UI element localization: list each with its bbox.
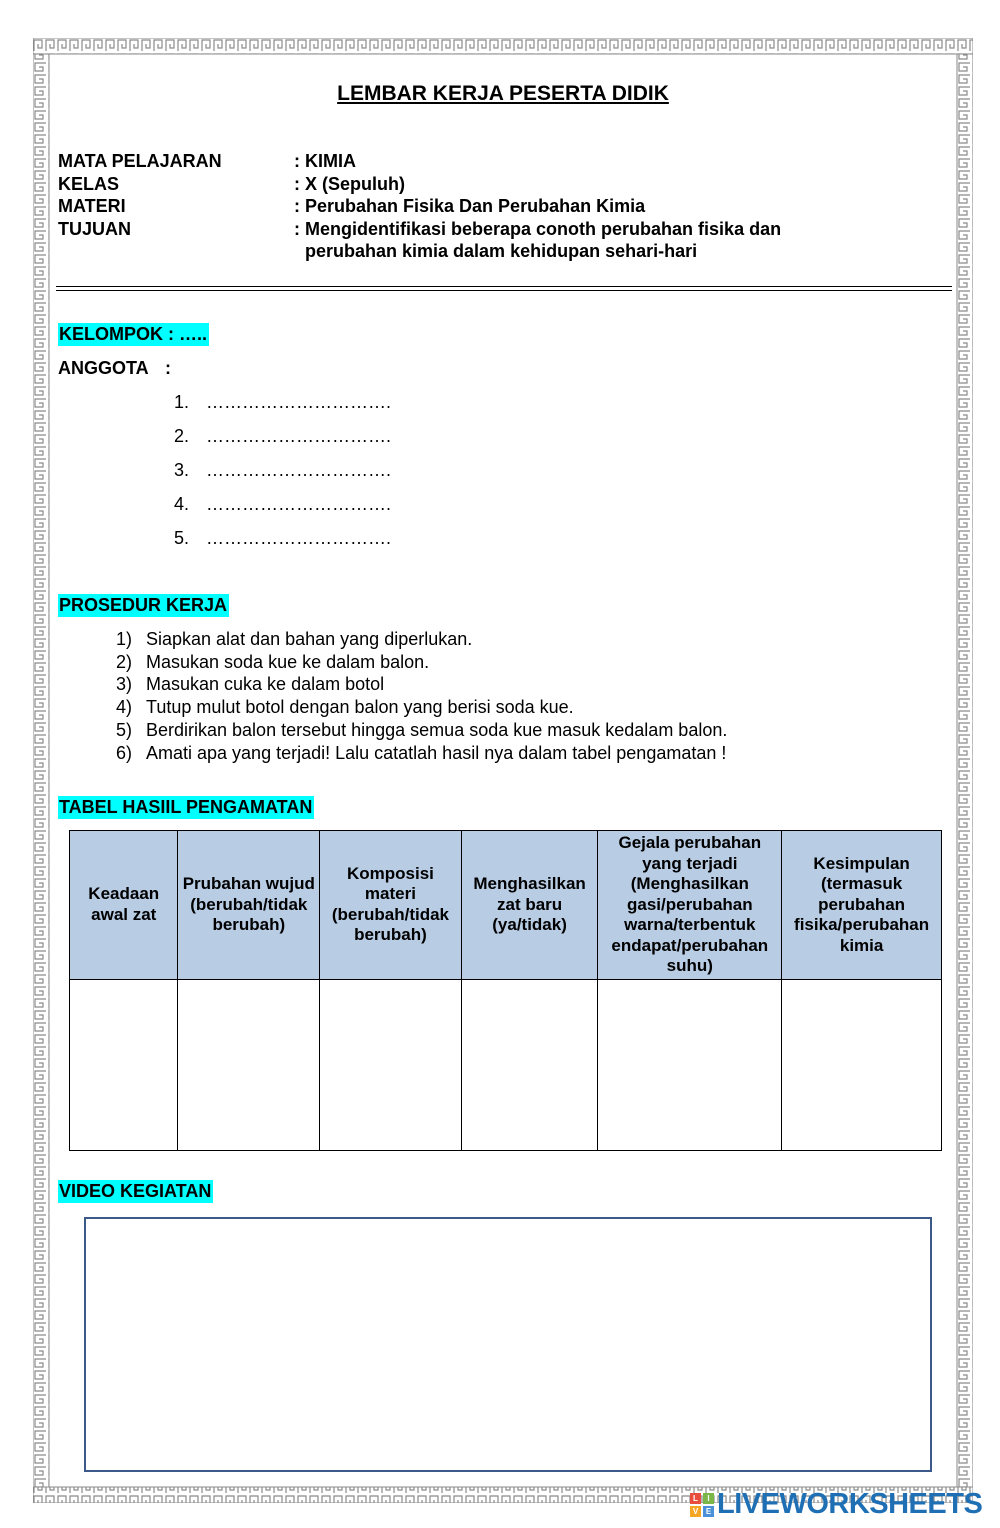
logo-icon xyxy=(690,1493,714,1517)
member-number: 3. xyxy=(174,460,190,480)
step-number: 4) xyxy=(116,697,133,718)
video-label: VIDEO KEGIATAN xyxy=(59,1181,212,1201)
divider-top xyxy=(56,286,952,287)
info-row-class xyxy=(58,173,854,196)
video-heading xyxy=(58,1181,213,1202)
member-item xyxy=(174,426,391,460)
info-label: MATERI xyxy=(58,196,126,216)
divider-bottom xyxy=(56,290,952,291)
info-row-subject xyxy=(58,150,854,173)
logo-letter: L xyxy=(690,1493,701,1504)
step-number: 3) xyxy=(116,674,133,695)
answer-cell[interactable] xyxy=(320,979,462,1150)
member-blank[interactable]: …………………………. xyxy=(206,392,392,412)
tabel-label: TABEL HASIIL PENGAMATAN xyxy=(59,797,313,817)
logo-letter: E xyxy=(703,1506,714,1517)
answer-cell[interactable] xyxy=(598,979,782,1150)
anggota-label: ANGGOTA xyxy=(58,358,148,378)
member-number: 2. xyxy=(174,426,190,446)
step-text: Masukan soda kue ke dalam balon. xyxy=(146,651,430,672)
kelompok-label: KELOMPOK : ….. xyxy=(59,324,207,344)
procedure-step xyxy=(116,742,727,765)
logo-letter: I xyxy=(703,1493,714,1504)
step-text: Berdirikan balon tersebut hingga semua soda kue masuk kedalam balon. xyxy=(146,719,728,740)
info-label: KELAS xyxy=(58,173,120,194)
procedure-step xyxy=(116,696,727,719)
member-list xyxy=(174,392,391,562)
observation-table xyxy=(69,830,942,1151)
liveworksheets-logo xyxy=(690,1488,982,1521)
procedure-step xyxy=(116,719,727,742)
info-label: MATA PELAJARAN xyxy=(58,151,222,171)
answer-cell[interactable] xyxy=(70,979,178,1150)
info-value: : X (Sepuluh) xyxy=(294,173,405,194)
page-title: LEMBAR KERJA PESERTA DIDIK xyxy=(337,82,669,105)
step-number: 2) xyxy=(116,651,133,672)
anggota-heading xyxy=(58,358,171,379)
column-header: Kesimpulan (termasuk perubahan fisika/perubahan kimia xyxy=(782,831,942,980)
prosedur-label: PROSEDUR KERJA xyxy=(59,595,228,615)
video-placeholder[interactable] xyxy=(84,1217,932,1472)
info-row-objective xyxy=(58,218,854,263)
step-text: Siapkan alat dan bahan yang diperlukan. xyxy=(146,629,473,649)
member-item xyxy=(174,494,391,528)
objective-line-2: perubahan kimia dalam kehidupan sehari-hari xyxy=(305,241,698,261)
member-blank[interactable]: …………………………. xyxy=(206,494,392,514)
answer-cell[interactable] xyxy=(178,979,320,1150)
step-number: 6) xyxy=(116,742,133,763)
anggota-colon: : xyxy=(165,358,172,378)
objective-line-1: : Mengidentifikasi beberapa conoth perubahan fisika dan xyxy=(294,218,782,239)
answer-cell[interactable] xyxy=(461,979,598,1150)
logo-letter: V xyxy=(690,1506,701,1517)
member-blank[interactable]: …………………………. xyxy=(206,528,392,548)
procedure-step xyxy=(116,651,727,674)
table-row xyxy=(70,979,942,1150)
member-number: 4. xyxy=(174,494,190,514)
member-item xyxy=(174,528,391,562)
table-header-row xyxy=(70,831,942,980)
member-number: 5. xyxy=(174,528,190,548)
tabel-heading xyxy=(58,797,314,818)
column-header: Keadaan awal zat xyxy=(70,831,178,980)
logo-text: LIVEWORKSHEETS xyxy=(717,1488,983,1520)
info-value xyxy=(294,218,854,263)
procedure-step xyxy=(116,628,727,651)
member-item xyxy=(174,392,391,426)
member-blank[interactable]: …………………………. xyxy=(206,426,392,446)
kelompok-heading xyxy=(58,324,209,345)
member-item xyxy=(174,460,391,494)
info-value: : KIMIA xyxy=(294,151,356,171)
info-block xyxy=(58,150,854,263)
prosedur-heading xyxy=(58,595,229,616)
info-label: TUJUAN xyxy=(58,218,132,239)
column-header: Prubahan wujud (berubah/tidak berubah) xyxy=(178,831,320,980)
step-text: Masukan cuka ke dalam botol xyxy=(146,674,385,695)
procedure-list xyxy=(116,628,727,764)
step-number: 5) xyxy=(116,719,133,740)
step-text: Amati apa yang terjadi! Lalu catatlah hasil nya dalam tabel pengamatan ! xyxy=(146,742,727,763)
column-header: Komposisi materi (berubah/tidak berubah) xyxy=(320,831,462,980)
step-number: 1) xyxy=(116,629,133,649)
procedure-step xyxy=(116,673,727,696)
answer-cell[interactable] xyxy=(782,979,942,1150)
member-blank[interactable]: …………………………. xyxy=(206,460,392,480)
step-text: Tutup mulut botol dengan balon yang berisi soda kue. xyxy=(146,697,574,718)
info-value: : Perubahan Fisika Dan Perubahan Kimia xyxy=(294,196,646,216)
column-header: Gejala perubahan yang terjadi (Menghasilkan gasi/perubahan warna/terbentuk endapat/perubahan suhu) xyxy=(598,831,782,980)
info-row-material xyxy=(58,195,854,218)
column-header: Menghasilkan zat baru (ya/tidak) xyxy=(461,831,598,980)
member-number: 1. xyxy=(174,392,190,412)
